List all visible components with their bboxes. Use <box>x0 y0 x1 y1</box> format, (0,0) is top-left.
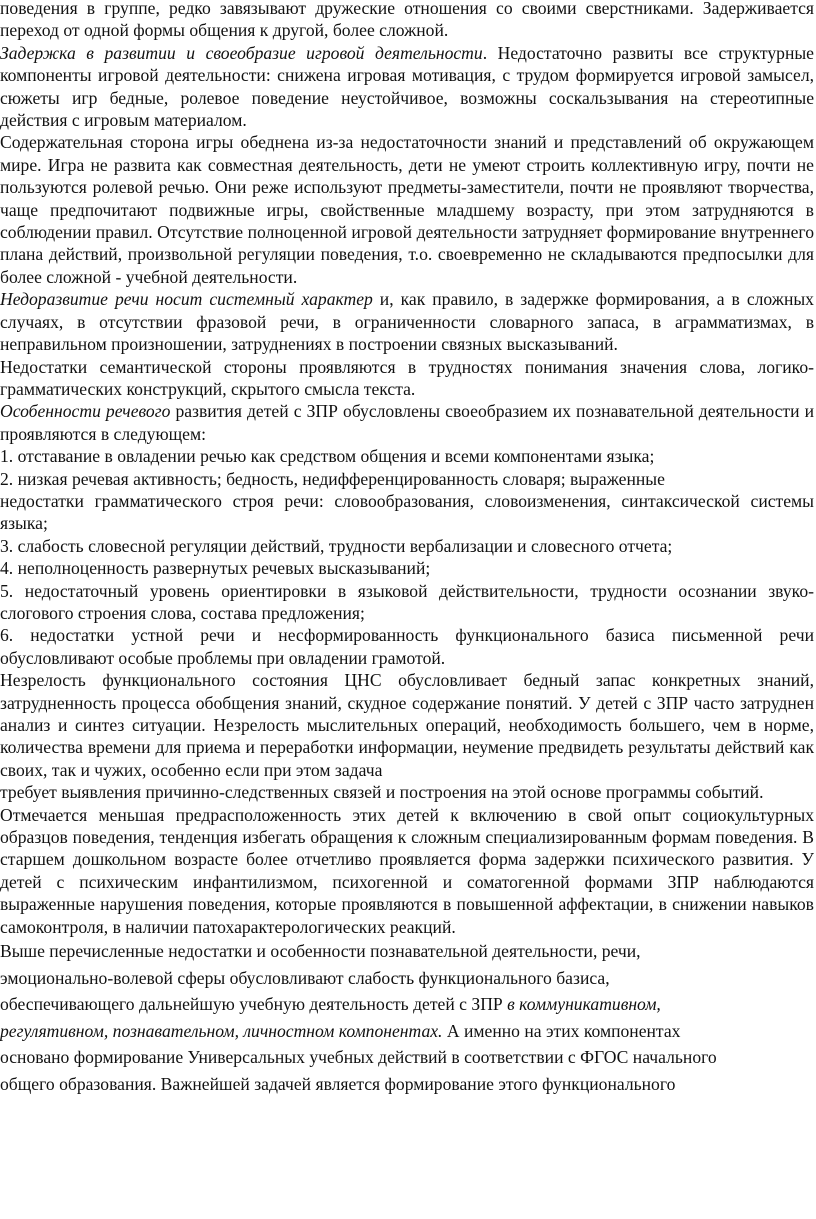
list-item-6 <box>0 624 814 669</box>
list-item-3 <box>0 535 814 557</box>
closing-line-5: основано формирование Универсальных учебных действий в соответствии с ФГОС начального <box>0 1047 717 1068</box>
closing-text: А именно на этих компонентах <box>442 1020 681 1041</box>
paragraph-text: Содержательная сторона игры обеднена из-за недостаточности знаний и представлений об окружающем мире. Игра не развита как совместная деятельность, дети не умеют строить коллективную игру, почти не пользуются ролевой речью. Они реже используют предметы-заместители, почти не проявляют творчества, чаще предпочитают подвижные игры, свойственные младшему возрасту, при этом затрудняются в соблюдении правил. Отсутствие полноценной игровой деятельности затрудняет формирование внутреннего плана действий, произвольной регуляции поведения, т.о. своевременно не складываются предпосылки для более сложной - учебной деятельности. <box>0 132 814 287</box>
closing-italic: в коммуникативном, <box>507 994 661 1015</box>
paragraph-closing <box>0 938 814 1097</box>
paragraph-play-content <box>0 131 814 288</box>
italic-lead: Задержка в развитии и своеобразие игровой деятельности <box>0 42 483 63</box>
paragraph-sociocultural <box>0 804 814 938</box>
paragraph-text: Недостатки семантической стороны проявляются в трудностях понимания значения слова, логико-грамматических конструкций, скрытого смысла текста. <box>0 356 814 399</box>
list-item-1 <box>0 445 814 467</box>
list-item-text: 3. слабость словесной регуляции действий, трудности вербализации и словесного отчета; <box>0 535 673 556</box>
paragraph-text: требует выявления причинно-следственных связей и построения на этой основе программы событий. <box>0 782 764 803</box>
paragraph-text: и, как правило, в задержке формирования, а в сложных случаях, в отсутствии фразовой речи, в ограниченности словарного запаса, в аграмматизмах, в неправильном произношении, затруднениях в построении связных высказываний. <box>0 289 814 355</box>
closing-line-3 <box>0 991 814 1018</box>
closing-text: обеспечивающего дальнейшую учебную деятельность детей с ЗПР <box>0 994 508 1015</box>
closing-line-2: эмоционально-волевой сферы обусловливают слабость функционального базиса, <box>0 967 610 988</box>
list-item-text: 4. неполноценность развернутых речевых высказываний; <box>0 558 431 579</box>
closing-line-1: Выше перечисленные недостатки и особенности познавательной деятельности, речи, <box>0 941 641 962</box>
paragraph-text: Незрелость функционального состояния ЦНС обусловливает бедный запас конкретных знаний, затрудненность процесса обобщения знаний, скудное содержание понятий. У детей с ЗПР часто затруднен анализ и синтез ситуации. Незрелость мыслительных операций, необходимость большего, чем в норме, количества времени для приема и переработки информации, неумение предвидеть результаты действий как своих, так и чужих, особенно если при этом задача <box>0 670 814 780</box>
paragraph-text: поведения в группе, редко завязывают дружеские отношения со своими сверстниками. Задерживается переход от одной формы общения к другой, более сложной. <box>0 0 814 41</box>
paragraph-cns-immaturity-continuation <box>0 781 814 803</box>
list-item-text: недостатки грамматического строя речи: словообразования, словоизменения, синтаксической системы языка; <box>0 490 814 534</box>
list-item-2-line <box>0 468 814 490</box>
list-item-4 <box>0 557 814 579</box>
paragraph-social-behavior <box>0 0 814 42</box>
paragraph-text: . Недостаточно развиты все структурные компоненты игровой деятельности: снижена игровая мотивация, с трудом формируется игровой замысел, сюжеты игр бедные, ролевое поведение неустойчивое, возможны соскальзывания на стереотипные действия с игровым материалом. <box>0 42 814 131</box>
list-item-text: 5. недостаточный уровень ориентировки в языковой действительности, трудности осознании звуко-слогового строения слова, состава предложения; <box>0 580 814 623</box>
closing-line-4 <box>0 1018 814 1045</box>
list-item-text: 2. низкая речевая активность; бедность, недифференцированность словаря; выраженные <box>0 468 665 489</box>
closing-line-6: общего образования. Важнейшей задачей является формирование этого функционального <box>0 1073 676 1094</box>
list-item-text: 1. отставание в овладении речью как средством общения и всеми компонентами языка; <box>0 446 655 467</box>
paragraph-text: развития детей с ЗПР обусловлены своеобразием их познавательной деятельности и проявляются в следующем: <box>0 401 814 444</box>
italic-lead: Недоразвитие речи носит системный характер <box>0 289 373 310</box>
list-item-5 <box>0 580 814 625</box>
list-item-2-continuation <box>0 490 814 535</box>
paragraph-speech-features <box>0 400 814 445</box>
paragraph-speech-underdevelopment <box>0 288 814 355</box>
italic-lead: Особенности речевого <box>0 401 171 422</box>
paragraph-semantic-deficits <box>0 356 814 401</box>
paragraph-cns-immaturity <box>0 669 814 781</box>
paragraph-text: Отмечается меньшая предрасположенность этих детей к включению в свой опыт социокультурных образцов поведения, тенденция избегать обращения к сложным специализированным формам поведения. В старшем дошкольном возрасте более отчетливо проявляется форма задержки психического развития. У детей с психическим инфантилизмом, психогенной и соматогенной формами ЗПР наблюдаются выраженные нарушения поведения, которые проявляются в повышенной аффектации, в снижении навыков самоконтроля, в наличии патохарактерологических реакций. <box>0 804 814 937</box>
paragraph-play-delay <box>0 42 814 132</box>
list-item-text: 6. недостатки устной речи и несформированность функционального базиса письменной речи обусловливают особые проблемы при овладении грамотой. <box>0 625 814 668</box>
closing-italic: регулятивном, познавательном, личностном компонентах. <box>0 1020 443 1041</box>
